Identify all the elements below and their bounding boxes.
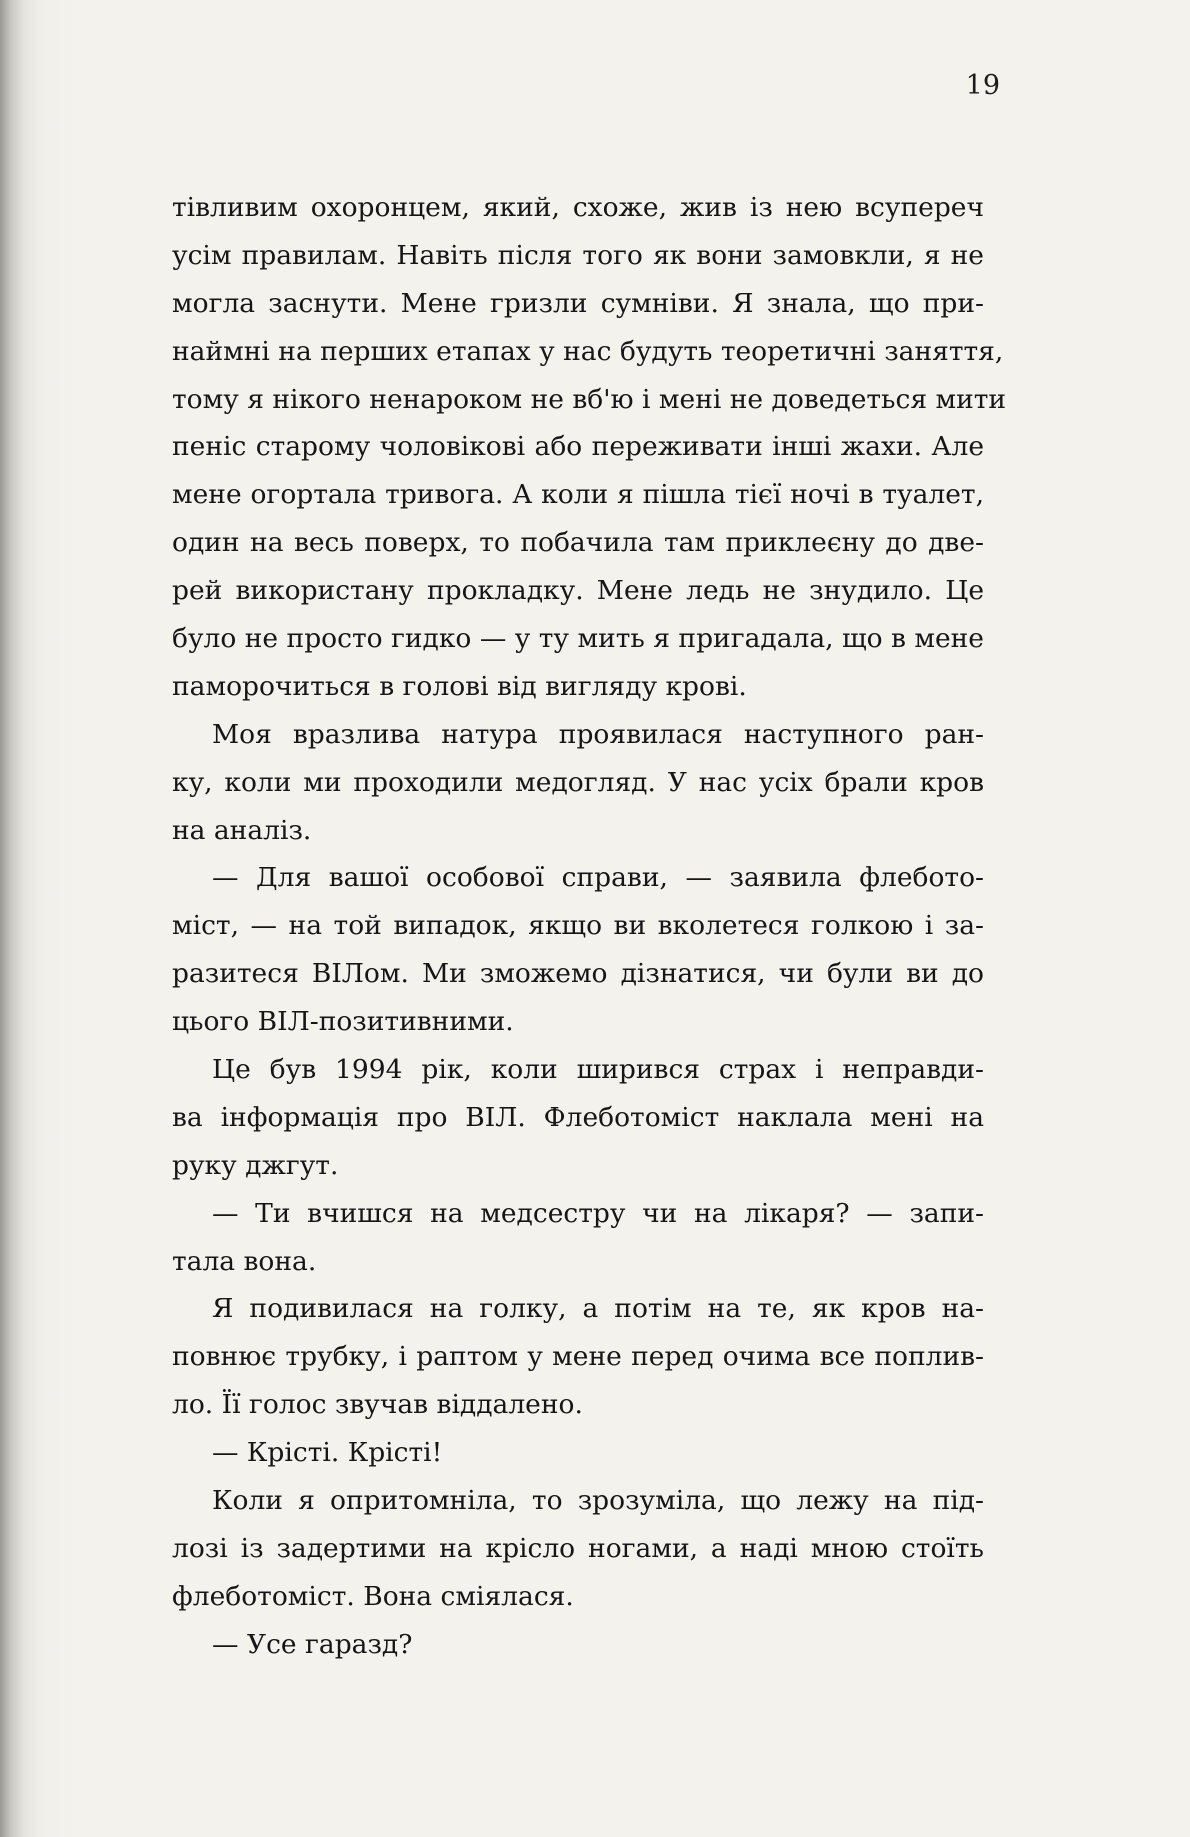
text-line: повнює трубку, і раптом у мене перед очима все поплив-	[172, 1341, 984, 1373]
text-line: Моя вразлива натура проявилася наступного ран-	[212, 718, 984, 750]
text-line: — Усе гаразд?	[212, 1628, 413, 1660]
text-line: один на весь поверх, то побачила там приклеєну до две-	[172, 527, 984, 559]
text-line: могла заснути. Мене гризли сумніви. Я знала, що при-	[172, 287, 984, 319]
text-line: — Ти вчишся на медсестру чи на лікаря? — запи-	[212, 1197, 984, 1229]
text-line: усім правилам. Навіть після того як вони замовкли, я не	[172, 239, 984, 271]
text-line: тому я нікого ненароком не вб'ю і мені не доведеться мити	[172, 383, 1007, 415]
text-line: наймні на перших етапах у нас будуть теоретичні заняття,	[172, 335, 1004, 367]
text-line: Коли я опритомніла, то зрозуміла, що лежу на під-	[212, 1485, 984, 1517]
text-line: міст, — на той випадок, якщо ви вколетеся голкою і за-	[172, 910, 984, 942]
text-line: Це був 1994 рік, коли ширився страх і неправди-	[212, 1054, 984, 1086]
body-text	[172, 184, 1007, 1669]
text-line: пеніс старому чоловікові або переживати інші жахи. Але	[172, 431, 984, 463]
text-line: ку, коли ми проходили медогляд. У нас усіх брали кров	[172, 766, 984, 798]
text-line: цього ВІЛ-позитивними.	[172, 1006, 514, 1038]
text-line: — Для вашої особової справи, — заявила флебото-	[212, 862, 984, 894]
text-line: на аналіз.	[172, 814, 312, 846]
page-number: 19	[965, 70, 1000, 101]
text-line: тівливим охоронцем, який, схоже, жив із нею всупереч	[172, 192, 984, 223]
text-line: мене огортала тривога. А коли я пішла тієї ночі в туалет,	[172, 479, 984, 511]
text-line: ва інформація про ВІЛ. Флеботоміст наклала мені на	[172, 1101, 984, 1133]
text-line: рей використану прокладку. Мене ледь не знудило. Це	[172, 575, 984, 607]
text-line: лозі із задертими на крісло ногами, а наді мною стоїть	[172, 1532, 984, 1564]
text-line: разитеся ВІЛом. Ми зможемо дізнатися, чи були ви до	[172, 958, 984, 990]
text-line: ло. Її голос звучав віддалено.	[172, 1389, 583, 1421]
text-line: флеботоміст. Вона сміялася.	[172, 1580, 574, 1612]
text-line: руку джгут.	[172, 1149, 339, 1181]
text-line: було не просто гидко — у ту мить я пригадала, що в мене	[172, 623, 984, 655]
text-line: тала вона.	[172, 1245, 317, 1277]
text-line: паморочиться в голові від вигляду крові.	[172, 670, 747, 702]
text-line: — Крісті. Крісті!	[212, 1437, 443, 1469]
text-line: Я подивилася на голку, а потім на те, як кров на-	[212, 1293, 984, 1325]
